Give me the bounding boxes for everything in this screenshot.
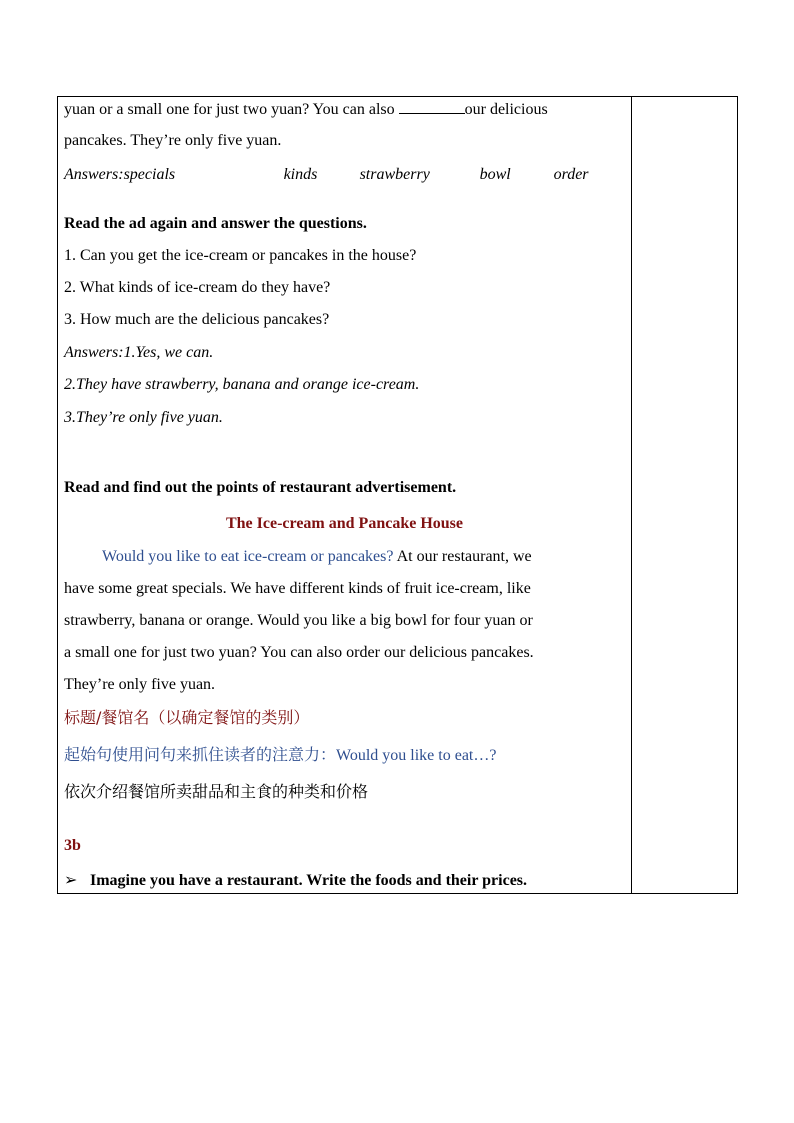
answer-word: order — [553, 166, 589, 183]
answer-1: Answers:1.Yes, we can. — [64, 344, 214, 361]
question-3: 3. How much are the delicious pancakes? — [64, 311, 330, 328]
passage-text-before-blank: yuan or a small one for just two yuan? You can also — [64, 101, 399, 118]
answer-word: strawberry — [359, 166, 430, 183]
ad-line-1-rest: At our restaurant, we — [393, 548, 532, 565]
point-title: 标题/餐馆名（以确定餐馆的类别） — [64, 708, 310, 727]
ad-line-1 — [102, 547, 532, 567]
lesson-table — [57, 96, 738, 894]
answer-3: 3.They’re only five yuan. — [64, 409, 223, 426]
answer-2: 2.They have strawberry, banana and orange ice-cream. — [64, 376, 420, 393]
passage-text-after-blank: our delicious — [464, 101, 548, 118]
answer-word: bowl — [479, 166, 511, 183]
notes-cell — [631, 97, 737, 893]
ad-line-4: a small one for just two yuan? You can also order our delicious pancakes. — [64, 644, 534, 661]
question-1: 1. Can you get the ice-cream or pancakes in the house? — [64, 247, 417, 264]
section-3b-instruction: Imagine you have a restaurant. Write the foods and their prices. — [90, 872, 528, 889]
answer-word: specials — [123, 166, 176, 183]
fill-blank — [399, 99, 465, 114]
content-cell — [58, 97, 632, 893]
point-order: 依次介绍餐馆所卖甜品和主食的种类和价格 — [64, 782, 369, 801]
point-opening — [64, 745, 496, 766]
section-3b-instruction-line — [64, 870, 527, 891]
answers-prefix: Answers: — [64, 166, 124, 183]
ad-line-5: They’re only five yuan. — [64, 676, 216, 693]
ad-title: The Ice-cream and Pancake House — [225, 515, 463, 532]
passage-line-1 — [64, 99, 548, 120]
task2-heading: Read the ad again and answer the questions. — [64, 215, 367, 232]
point-opening-cn: 起始句使用问句来抓住读者的注意力： — [64, 745, 337, 764]
passage-line-2: pancakes. They’re only five yuan. — [64, 132, 282, 149]
ad-line-2: have some great specials. We have different kinds of fruit ice-cream, like — [64, 580, 531, 597]
section-3b-label: 3b — [64, 837, 81, 854]
question-2: 2. What kinds of ice-cream do they have? — [64, 279, 331, 296]
point-opening-en: Would you like to eat…? — [336, 747, 497, 764]
ad-line-3: strawberry, banana or orange. Would you like a big bowl for four yuan or — [64, 612, 533, 629]
arrow-bullet-icon: ➢ — [64, 870, 78, 889]
task3-heading: Read and find out the points of restaurant advertisement. — [64, 479, 457, 496]
answers-line-1 — [64, 165, 589, 185]
answer-word: kinds — [283, 166, 318, 183]
ad-opening-question: Would you like to eat ice-cream or pancakes? — [102, 548, 394, 565]
